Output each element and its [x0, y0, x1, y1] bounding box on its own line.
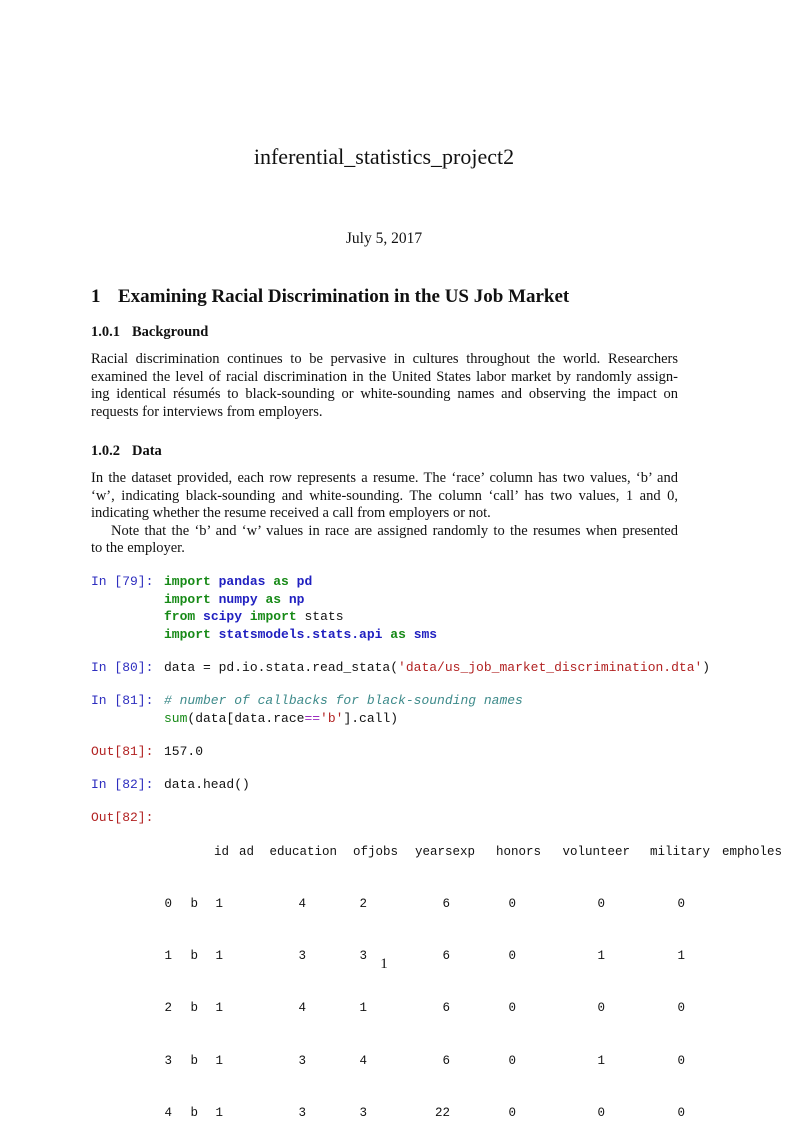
output-prompt: Out[81]:	[91, 744, 154, 759]
code-text: data = pd.io.stata.read_stata(	[164, 660, 399, 675]
table-header-cell: empholes	[722, 844, 783, 859]
table-cell: 1	[359, 1001, 367, 1016]
page-number: 1	[380, 956, 388, 972]
table-cell: 1	[677, 949, 685, 964]
document-title: inferential_statistics_project2	[253, 144, 515, 169]
paragraph-line: to the employer.	[91, 540, 185, 557]
table-header-cell: volunteer	[562, 844, 630, 859]
code-comment: # number of callbacks for black-sounding names	[164, 693, 523, 708]
code-cell-imports	[164, 573, 437, 643]
table-header-cell: honors	[495, 844, 541, 859]
paragraph-line: In the dataset provided, each row represents a resume. The ‘race’ column has two values, ‘b’ and	[91, 470, 678, 486]
table-cell: 1	[597, 1053, 605, 1068]
table-cell: 3	[164, 1053, 172, 1068]
data-paragraph	[91, 470, 678, 558]
table-cell: 0	[508, 1001, 516, 1016]
table-cell: 3	[359, 949, 367, 964]
table-header-cell: ofjobs	[352, 844, 398, 859]
table-cell: 0	[677, 1053, 685, 1068]
code-name: stats	[304, 609, 344, 624]
table-cell: b	[190, 897, 198, 912]
table-cell: 0	[677, 897, 685, 912]
code-cell-callbacks	[164, 692, 523, 727]
paragraph-line: ‘w’, indicating black-sounding and white-sounding. The column ‘call’ has two values, 1 and 0,	[91, 487, 678, 504]
table-cell: 0	[597, 897, 605, 912]
table-row	[164, 1105, 802, 1122]
table-cell: 0	[164, 897, 172, 912]
code-module: scipy	[203, 609, 243, 624]
table-cell: b	[190, 949, 198, 964]
table-cell: 4	[164, 1105, 172, 1120]
paragraph-line: ing identical résumés to black-sounding or white-sounding names and observing the impact on	[91, 386, 678, 403]
output-value: 157.0	[164, 744, 204, 759]
table-cell: 1	[215, 1105, 223, 1120]
table-cell: 6	[442, 1053, 450, 1068]
code-text: ].call)	[343, 710, 399, 726]
table-cell: b	[190, 1105, 198, 1120]
table-header-cell: education	[269, 844, 337, 859]
output-prompt: Out[82]:	[91, 810, 154, 825]
table-cell: 3	[298, 1105, 306, 1120]
subsection-heading-data	[91, 443, 162, 460]
table-cell: 1	[215, 1001, 223, 1016]
table-cell: 1	[215, 1053, 223, 1068]
table-cell: 0	[508, 949, 516, 964]
table-cell: 3	[298, 949, 306, 964]
code-keyword: as	[273, 574, 289, 589]
table-cell: 6	[442, 1001, 450, 1016]
code-operator: ==	[304, 710, 321, 726]
code-keyword: import	[164, 626, 211, 642]
code-module: pandas	[218, 574, 266, 589]
code-keyword: import	[164, 574, 211, 589]
code-keyword: import	[249, 609, 297, 624]
table-cell: 0	[597, 1001, 605, 1016]
table-cell: 3	[359, 1105, 367, 1120]
table-cell: 4	[359, 1053, 367, 1068]
table-cell: 0	[677, 1105, 685, 1120]
code-cell-read-data	[164, 659, 710, 677]
table-cell: 0	[508, 1053, 516, 1068]
section-heading	[91, 286, 569, 308]
paragraph-line: requests for interviews from employers.	[91, 403, 323, 420]
table-header-cell: id	[213, 844, 229, 859]
table-cell: 1	[215, 949, 223, 964]
code-text: )	[702, 660, 711, 675]
input-prompt: In [82]:	[91, 777, 154, 792]
table-cell: 0	[597, 1105, 605, 1120]
table-cell: 2	[164, 1001, 172, 1016]
paragraph-line: examined the level of racial discrimination in the United States labor market by randomly assign-	[91, 368, 678, 385]
input-prompt: In [80]:	[91, 660, 154, 675]
table-cell: b	[190, 1001, 198, 1016]
code-string: 'b'	[320, 710, 344, 726]
table-cell: 1	[164, 949, 172, 964]
code-module: sms	[413, 626, 438, 642]
input-prompt: In [81]:	[91, 693, 154, 708]
table-cell: 0	[677, 1001, 685, 1016]
table-cell: 6	[442, 949, 450, 964]
code-module: np	[288, 591, 305, 607]
background-paragraph	[91, 351, 678, 421]
subsection-number: 1.0.1	[91, 324, 120, 340]
subsection-heading-background	[91, 324, 208, 341]
subsection-title: Background	[132, 324, 209, 340]
table-cell: 2	[359, 897, 367, 912]
code-module: statsmodels.stats.api	[218, 626, 383, 642]
table-header-cell: military	[649, 844, 710, 859]
table-cell: 3	[298, 1053, 306, 1068]
code-module: pd	[296, 574, 313, 589]
table-row	[164, 1000, 802, 1017]
code-cell-head: data.head()	[164, 777, 250, 792]
code-module: numpy	[218, 591, 258, 607]
table-cell: 22	[434, 1105, 450, 1120]
table-header-cell: yearsexp	[414, 844, 475, 859]
table-row	[164, 896, 802, 913]
table-cell: 0	[508, 897, 516, 912]
document-date: July 5, 2017	[345, 230, 423, 247]
code-text: (data[data.race	[187, 710, 305, 726]
table-cell: 0	[508, 1105, 516, 1120]
table-cell: 1	[597, 949, 605, 964]
table-cell: 4	[298, 897, 306, 912]
code-keyword: as	[265, 591, 282, 607]
paragraph-line: Note that the ‘b’ and ‘w’ values in race are assigned randomly to the resumes when presented	[111, 522, 678, 539]
subsection-title: Data	[132, 443, 162, 459]
section-title: Examining Racial Discrimination in the US Job Market	[118, 286, 570, 307]
table-row	[164, 1053, 802, 1070]
code-keyword: import	[164, 591, 211, 607]
table-cell: 4	[298, 1001, 306, 1016]
code-keyword: as	[390, 626, 406, 642]
table-header-cell: ad	[238, 844, 254, 859]
table-cell: b	[190, 1053, 198, 1068]
output-table	[164, 809, 802, 1140]
section-number: 1	[91, 286, 101, 307]
subsection-number: 1.0.2	[91, 443, 120, 459]
table-cell: 1	[215, 897, 223, 912]
code-keyword: from	[164, 609, 196, 624]
code-string: 'data/us_job_market_discrimination.dta'	[398, 660, 703, 675]
input-prompt: In [79]:	[91, 574, 154, 589]
table-header-row	[164, 844, 802, 861]
paragraph-line: Racial discrimination continues to be pervasive in cultures throughout the world. Researchers	[91, 351, 678, 367]
code-function: sum	[164, 710, 188, 726]
paragraph-line: indicating whether the resume received a call from employers or not.	[91, 505, 491, 522]
table-cell: 6	[442, 897, 450, 912]
